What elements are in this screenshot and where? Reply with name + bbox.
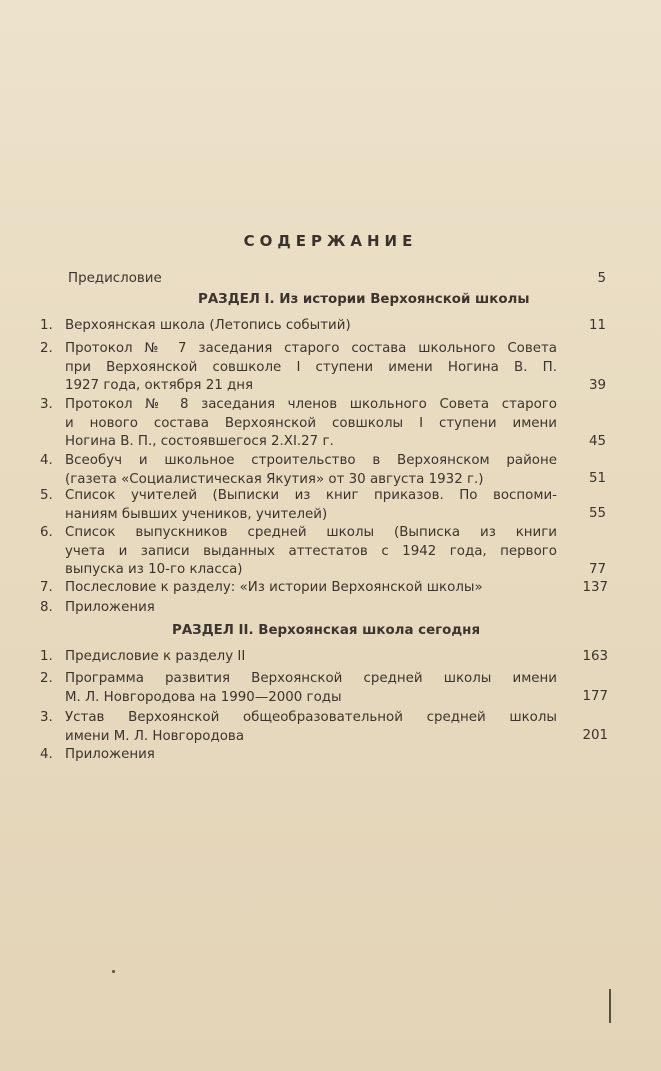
toc-item-number: 2.	[40, 341, 53, 356]
toc-item-line: Послесловие к разделу: «Из истории Верхоянской школы»	[65, 580, 483, 595]
toc-item-line: Устав Верхоянской общеобразовательной средней школы	[65, 710, 557, 725]
toc-item-line: учета и записи выданных аттестатов с 1942 года, первого	[65, 543, 557, 559]
toc-item-line: 1927 года, октября 21 дня	[65, 378, 254, 393]
toc-item-text	[65, 487, 557, 524]
section-2-heading: РАЗДЕЛ II. Верхоянская школа сегодня	[172, 623, 481, 638]
toc-item-number: 4.	[40, 453, 53, 468]
toc-item-number: 8.	[40, 600, 53, 615]
toc-item-line: Предисловие к разделу II	[65, 649, 246, 664]
toc-item-line: Программа развития Верхоянской средней школы имени	[65, 671, 557, 686]
toc-item-text	[65, 709, 557, 746]
toc-item-page: 163	[582, 649, 608, 664]
toc-item-line: Приложения	[65, 747, 155, 762]
toc-title: СОДЕРЖАНИЕ	[243, 232, 418, 250]
toc-item-line: имени М. Л. Новгородова	[65, 728, 245, 744]
toc-item-page: 55	[588, 506, 606, 521]
toc-item-text	[65, 599, 557, 618]
toc-item-number: 5.	[40, 488, 53, 503]
toc-item-line: при Верхоянской совшколе I ступени имени Ногина В. П.	[65, 359, 557, 375]
toc-item-text	[65, 746, 557, 765]
toc-item-line: (газета «Социалистическая Якутия» от 30 августа 1932 г.)	[65, 471, 484, 487]
toc-item-number: 2.	[40, 671, 53, 686]
toc-item-page: 177	[582, 689, 608, 704]
toc-item-number: 1.	[40, 649, 53, 664]
toc-item-line: Всеобуч и школьное строительство в Верхоянском районе	[65, 453, 557, 468]
toc-item-text	[65, 317, 557, 336]
toc-item-text	[65, 524, 557, 580]
toc-item-text	[65, 648, 557, 667]
toc-item-line: Ногина В. П., состоявшегося 2.XI.27 г.	[65, 434, 334, 449]
toc-preface-label: Предисловие	[68, 271, 162, 286]
toc-item-number: 6.	[40, 525, 53, 540]
toc-item-text	[65, 452, 557, 489]
toc-item-text	[65, 340, 557, 396]
toc-item-text	[65, 396, 557, 452]
toc-item-page: 11	[588, 318, 606, 333]
toc-item-text	[65, 670, 557, 707]
toc-item-page: 39	[588, 378, 606, 393]
toc-item-number: 3.	[40, 397, 53, 412]
toc-item-page: 45	[588, 434, 606, 449]
section-1-heading: РАЗДЕЛ I. Из истории Верхоянской школы	[198, 292, 530, 307]
margin-mark	[609, 989, 611, 1023]
toc-item-line: Протокол № 7 заседания старого состава школьного Совета	[65, 341, 557, 356]
toc-item-line: М. Л. Новгородова на 1990—2000 годы	[65, 689, 342, 705]
toc-item-line: и нового состава Верхоянской совшколы I ступени имени	[65, 415, 557, 431]
toc-item-text	[65, 579, 557, 598]
ink-speck	[112, 970, 115, 973]
toc-item-line: Верхоянская школа (Летопись событий)	[65, 318, 351, 333]
toc-item-line: наниям бывших учеников, учителей)	[65, 506, 328, 522]
toc-item-number: 4.	[40, 747, 53, 762]
toc-item-page: 51	[588, 471, 606, 486]
toc-item-number: 7.	[40, 580, 53, 595]
toc-preface-page: 5	[597, 271, 606, 286]
toc-item-number: 3.	[40, 710, 53, 725]
toc-item-line: Протокол № 8 заседания членов школьного Совета старого	[65, 397, 557, 412]
toc-item-page: 137	[582, 580, 608, 595]
toc-item-page: 201	[582, 728, 608, 743]
toc-item-number: 1.	[40, 318, 53, 333]
toc-item-line: Список учителей (Выписки из книг приказов. По воспоми-	[65, 488, 557, 503]
toc-item-line: Список выпускников средней школы (Выписка из книги	[65, 525, 557, 540]
toc-item-line: Приложения	[65, 600, 155, 615]
toc-item-line: выпуска из 10-го класса)	[65, 562, 243, 577]
toc-item-page: 77	[588, 562, 606, 577]
